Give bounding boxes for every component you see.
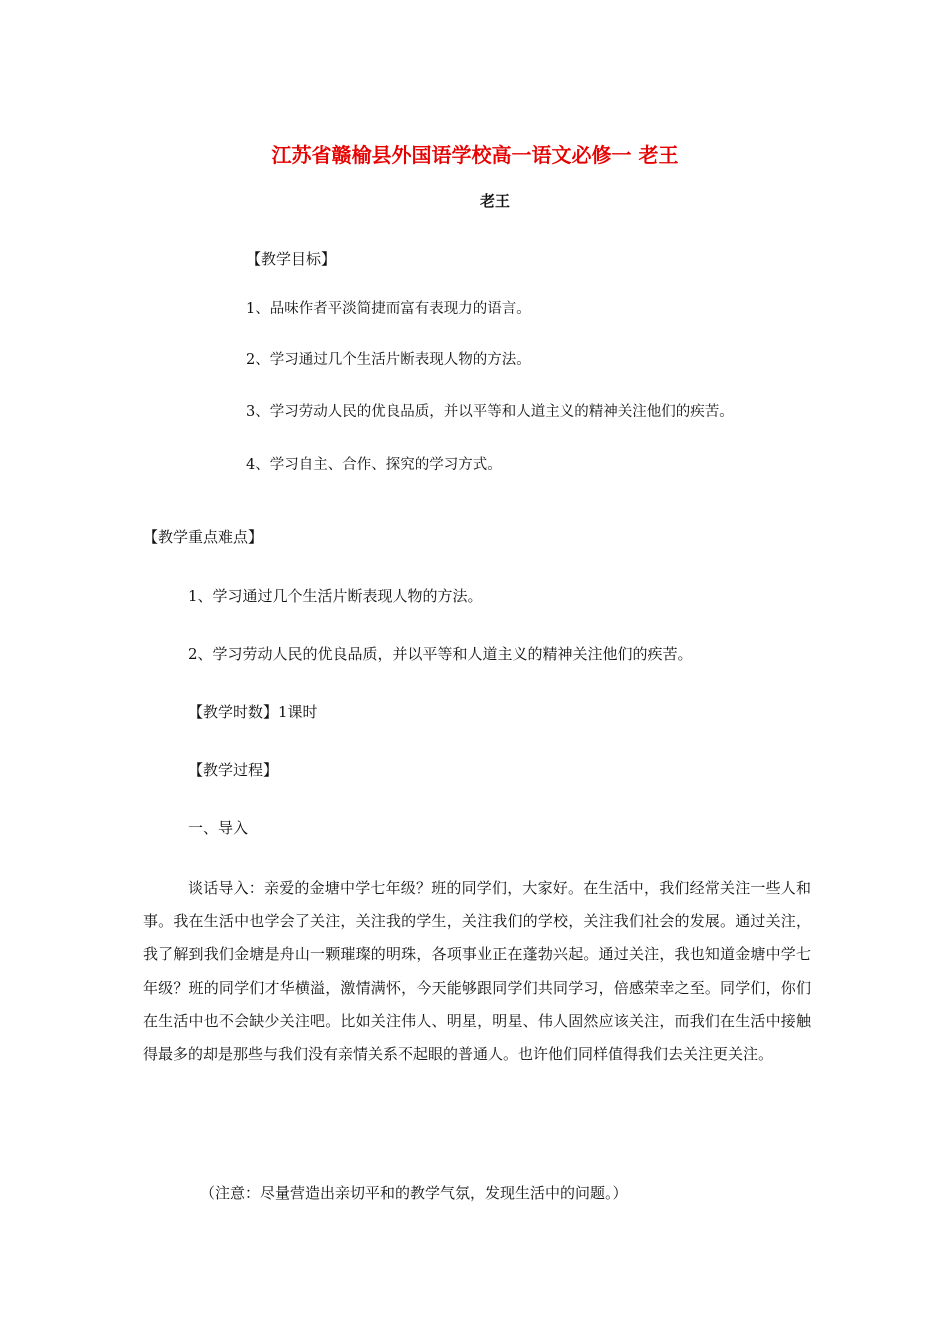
key-point-item-2: 2、学习劳动人民的优良品质，并以平等和人道主义的精神关注他们的疾苦。 — [188, 645, 693, 663]
intro-paragraph: 谈话导入：亲爱的金塘中学七年级？班的同学们，大家好。在生活中，我们经常关注一些人和事。我在生活中也学会了关注，关注我的学生，关注我们的学校，关注我们社会的发展。通过关注，我了解到我们金塘是舟山一颗璀璨的明珠，各项事业正在蓬勃兴起。通过关注，我也知道金塘中学七年级？班的同学们才华横溢，激情满怀，今天能够跟同学们共同学习，倍感荣幸之至。同学们，你们在生活中也不会缺少关注吧。比如关注伟人、明星，明星、伟人固然应该关注，而我们在生活中接触得最多的却是那些与我们没有亲情关系不起眼的普通人。也许他们同样值得我们去关注更关注。 — [143, 879, 811, 1064]
goals-heading: 【教学目标】 — [246, 250, 337, 268]
key-points-heading: 【教学重点难点】 — [143, 528, 264, 546]
lesson-subtitle: 老王 — [479, 192, 510, 210]
goal-item-4: 4、学习自主、合作、探究的学习方式。 — [246, 457, 502, 473]
key-point-item-1: 1、学习通过几个生活片断表现人物的方法。 — [188, 587, 483, 605]
goal-item-2: 2、学习通过几个生活片断表现人物的方法。 — [246, 352, 531, 368]
teaching-hours: 【教学时数】1课时 — [188, 703, 318, 721]
goal-item-1: 1、品味作者平淡简捷而富有表现力的语言。 — [246, 301, 531, 317]
process-heading: 【教学过程】 — [188, 761, 279, 779]
section-intro-heading: 一、导入 — [188, 819, 249, 837]
document-title: 江苏省赣榆县外国语学校高一语文必修一 老王 — [271, 143, 679, 168]
teaching-note: （注意：尽量营造出亲切平和的教学气氛，发现生活中的问题。） — [200, 1184, 628, 1202]
goal-item-3: 3、学习劳动人民的优良品质，并以平等和人道主义的精神关注他们的疾苦。 — [246, 404, 734, 420]
